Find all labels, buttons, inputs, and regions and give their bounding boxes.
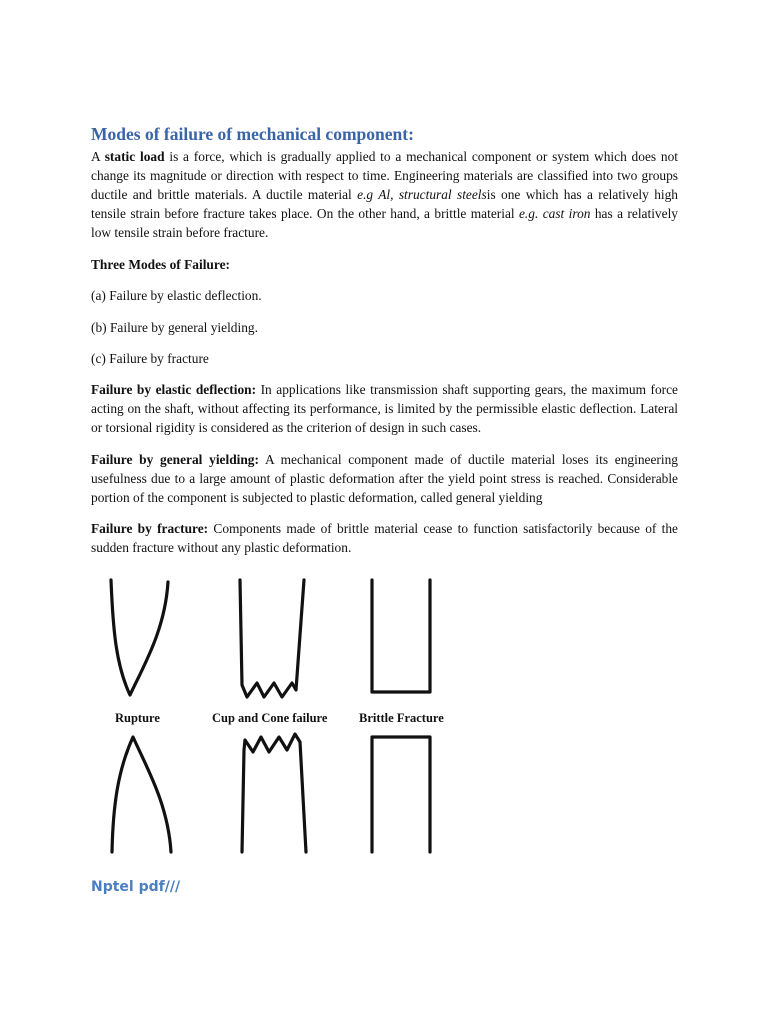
brittle-top-shape <box>372 580 430 692</box>
brittle-example: e.g. cast iron <box>518 206 591 221</box>
cup-cone-bottom-shape <box>242 734 306 852</box>
label-brittle-fracture: Brittle Fracture <box>359 711 444 725</box>
static-load-term: static load <box>104 149 165 164</box>
label-cup-cone: Cup and Cone failure <box>212 711 328 725</box>
fracture-text: Components made of brittle material cease to function satisfactorily because of the sudden fracture without any plastic deformation. <box>91 521 678 555</box>
intro-text-4: has a relatively low tensile strain before fracture. <box>91 206 678 240</box>
footer-source-note: Nptel pdf/// <box>91 879 181 895</box>
fracture-label: Failure by fracture: <box>91 521 209 536</box>
fracture-paragraph <box>91 519 678 557</box>
cup-cone-top-shape <box>240 580 304 697</box>
ductile-example: e.g Al, structural steels <box>357 187 487 202</box>
label-rupture: Rupture <box>115 711 160 725</box>
intro-text-2: is a force, which is gradually applied to a mechanical component or system which does not change its magnitude or direction with respect to time. Engineering materials are classified into two groups ductile and brittle materials. A ductile material <box>91 149 678 202</box>
general-yielding-label: Failure by general yielding: <box>91 452 259 467</box>
mode-item-c: (c) Failure by fracture <box>91 351 209 366</box>
mode-item-a: (a) Failure by elastic deflection. <box>91 288 262 303</box>
failure-modes-drawing <box>100 570 470 865</box>
failure-modes-figure <box>100 570 470 865</box>
document-title: Modes of failure of mechanical component: <box>91 124 414 144</box>
three-modes-heading <box>91 255 678 274</box>
three-modes-heading-text: Three Modes of Failure: <box>91 257 230 272</box>
general-yielding-text: A mechanical component made of ductile material loses its engineering usefulness due to a large amount of plastic deformation after the yield point stress is reached. Considerable portion of the component is subjected to plastic deformation, called general yielding <box>91 452 678 505</box>
elastic-deflection-paragraph <box>91 380 678 437</box>
mode-item-b: (b) Failure by general yielding. <box>91 320 258 335</box>
intro-text-1: A <box>91 149 105 164</box>
intro-paragraph <box>91 147 678 242</box>
elastic-deflection-label: Failure by elastic deflection: <box>91 382 257 397</box>
elastic-deflection-text: In applications like transmission shaft supporting gears, the maximum force acting on the shaft, without affecting its performance, is limited by the permissible elastic deflection. Lateral or torsional rigidity is considered as the criterion of design in such cases. <box>91 382 679 435</box>
general-yielding-paragraph <box>91 450 678 507</box>
brittle-bottom-shape <box>372 737 430 852</box>
intro-text-3: is one which has a relatively high tensile strain before fracture takes place. On the other hand, a brittle material <box>91 187 678 221</box>
rupture-top-shape <box>111 580 168 695</box>
rupture-bottom-shape <box>112 737 171 852</box>
